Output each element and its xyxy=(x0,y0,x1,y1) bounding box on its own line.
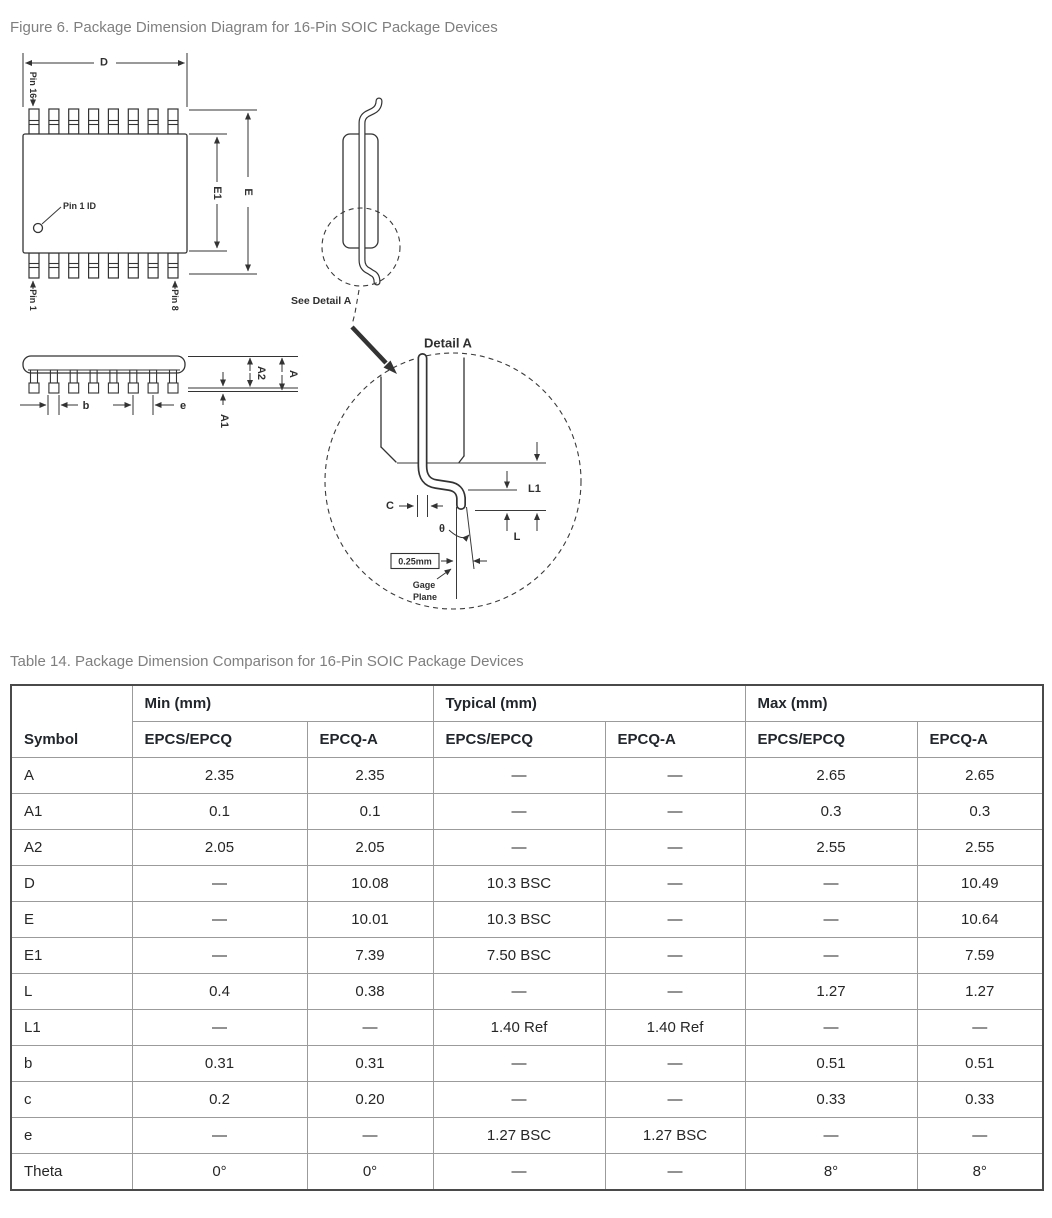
value-cell: — xyxy=(605,794,745,830)
typ-epcq-a-header: EPCQ-A xyxy=(605,722,745,758)
dim-d-label: D xyxy=(100,56,108,69)
min-epcs-epcq-header: EPCS/EPCQ xyxy=(132,722,307,758)
value-cell: — xyxy=(605,1082,745,1118)
value-cell: — xyxy=(745,902,917,938)
dim-e-pitch-label: e xyxy=(179,400,187,412)
value-cell: 2.35 xyxy=(307,758,433,794)
pin xyxy=(29,253,39,278)
pin xyxy=(29,383,39,393)
symbol-cell: A xyxy=(11,758,132,794)
value-cell: 0.33 xyxy=(917,1082,1043,1118)
value-cell: 10.01 xyxy=(307,902,433,938)
pin xyxy=(69,383,79,393)
pin xyxy=(128,109,138,134)
dim-a2-label: A2 xyxy=(255,365,267,381)
value-cell: 1.27 xyxy=(917,974,1043,1010)
side-view xyxy=(20,356,299,428)
value-cell: 2.05 xyxy=(307,830,433,866)
table-caption: Table 14. Package Dimension Comparison for 16-Pin SOIC Package Devices xyxy=(10,653,524,670)
see-detail-a-label: See Detail A xyxy=(291,295,352,307)
value-cell: 7.39 xyxy=(307,938,433,974)
value-cell: 2.65 xyxy=(917,758,1043,794)
value-cell: — xyxy=(433,1046,605,1082)
table-row xyxy=(11,1046,1043,1082)
value-cell: — xyxy=(745,938,917,974)
package-dimension-diagram xyxy=(10,45,1042,622)
value-cell: 8° xyxy=(745,1154,917,1191)
value-cell: — xyxy=(605,974,745,1010)
value-cell: 2.35 xyxy=(132,758,307,794)
max-epcs-epcq-header: EPCS/EPCQ xyxy=(745,722,917,758)
pin xyxy=(70,370,77,383)
pin xyxy=(168,383,178,393)
pin xyxy=(108,109,118,134)
pin xyxy=(50,370,57,383)
pin xyxy=(148,253,158,278)
pin xyxy=(128,383,138,393)
lead-profile xyxy=(362,101,379,282)
value-cell: 0° xyxy=(132,1154,307,1191)
pin1-id-dot xyxy=(34,224,43,233)
value-cell: 0° xyxy=(307,1154,433,1191)
table-row xyxy=(11,794,1043,830)
value-cell: 0.3 xyxy=(917,794,1043,830)
pin xyxy=(108,253,118,278)
pin xyxy=(89,383,99,393)
gage-offset-label: 0.25mm xyxy=(398,556,432,567)
pin xyxy=(148,383,158,393)
value-cell: — xyxy=(132,938,307,974)
symbol-cell: A2 xyxy=(11,830,132,866)
dim-e1-label: E1 xyxy=(211,186,223,200)
pin xyxy=(150,370,157,383)
value-cell: 1.40 Ref xyxy=(433,1010,605,1046)
table-row xyxy=(11,758,1043,794)
value-cell: 0.38 xyxy=(307,974,433,1010)
value-cell: 0.20 xyxy=(307,1082,433,1118)
pin xyxy=(128,253,138,278)
table-row xyxy=(11,1082,1043,1118)
package-pins-bottom xyxy=(29,253,178,278)
detail-a-view xyxy=(325,327,581,609)
header-group-row xyxy=(11,685,1043,722)
value-cell: — xyxy=(917,1010,1043,1046)
pin8-label: Pin 8 xyxy=(170,289,180,311)
value-cell: — xyxy=(605,938,745,974)
table-row xyxy=(11,1010,1043,1046)
value-cell: — xyxy=(745,1010,917,1046)
pin1-label: Pin 1 xyxy=(28,289,38,311)
value-cell: 0.51 xyxy=(745,1046,917,1082)
typical-group-header: Typical (mm) xyxy=(433,685,745,722)
dim-l-label: L xyxy=(513,531,521,543)
symbol-cell: L xyxy=(11,974,132,1010)
table-body xyxy=(11,758,1043,1191)
dim-l1-label: L1 xyxy=(528,483,541,495)
value-cell: — xyxy=(605,866,745,902)
value-cell: — xyxy=(605,1154,745,1191)
value-cell: 10.08 xyxy=(307,866,433,902)
value-cell: — xyxy=(745,866,917,902)
pin xyxy=(168,253,178,278)
value-cell: 0.33 xyxy=(745,1082,917,1118)
value-cell: 0.2 xyxy=(132,1082,307,1118)
value-cell: 0.51 xyxy=(917,1046,1043,1082)
value-cell: 2.65 xyxy=(745,758,917,794)
table-row xyxy=(11,1118,1043,1154)
value-cell: — xyxy=(307,1010,433,1046)
table-row xyxy=(11,830,1043,866)
pin xyxy=(69,253,79,278)
detail-a-circle xyxy=(325,353,581,609)
header-sub-row xyxy=(11,722,1043,758)
gage-plane-label-line1: Gage xyxy=(412,580,436,590)
dim-c-label: C xyxy=(386,500,394,512)
symbol-cell: Theta xyxy=(11,1154,132,1191)
pin xyxy=(29,109,39,134)
symbol-cell: b xyxy=(11,1046,132,1082)
value-cell: 7.59 xyxy=(917,938,1043,974)
table-row xyxy=(11,974,1043,1010)
figure-caption: Figure 6. Package Dimension Diagram for 16-Pin SOIC Package Devices xyxy=(10,19,498,36)
dim-e-label: E xyxy=(242,188,254,196)
value-cell: 1.27 BSC xyxy=(433,1118,605,1154)
value-cell: 10.64 xyxy=(917,902,1043,938)
value-cell: — xyxy=(433,974,605,1010)
package-pins-top xyxy=(29,109,178,134)
value-cell: — xyxy=(132,1118,307,1154)
dim-b-label: b xyxy=(82,400,90,412)
value-cell: — xyxy=(605,758,745,794)
pin xyxy=(168,109,178,134)
pin xyxy=(170,370,177,383)
max-epcq-a-header: EPCQ-A xyxy=(917,722,1043,758)
pin xyxy=(110,370,117,383)
symbol-cell: e xyxy=(11,1118,132,1154)
value-cell: 1.27 BSC xyxy=(605,1118,745,1154)
table-row xyxy=(11,938,1043,974)
symbol-cell: c xyxy=(11,1082,132,1118)
pin xyxy=(49,383,59,393)
value-cell: — xyxy=(605,830,745,866)
pin xyxy=(31,370,38,383)
gage-plane-label-line2: Plane xyxy=(412,592,438,602)
value-cell: — xyxy=(433,830,605,866)
table-row xyxy=(11,1154,1043,1191)
value-cell: 0.1 xyxy=(132,794,307,830)
table-row xyxy=(11,902,1043,938)
table-row xyxy=(11,866,1043,902)
dim-a1-label: A1 xyxy=(218,413,230,429)
pin xyxy=(89,109,99,134)
typ-epcs-epcq-header: EPCS/EPCQ xyxy=(433,722,605,758)
pin xyxy=(90,370,97,383)
detail-a-title: Detail A xyxy=(424,335,472,351)
symbol-cell: E xyxy=(11,902,132,938)
value-cell: — xyxy=(307,1118,433,1154)
pin xyxy=(49,109,59,134)
detail-pointer-arrow xyxy=(352,327,386,363)
pin xyxy=(130,370,137,383)
pin xyxy=(89,253,99,278)
pin xyxy=(108,383,118,393)
package-dimension-table xyxy=(10,684,1044,1191)
value-cell: 1.27 xyxy=(745,974,917,1010)
value-cell: 0.1 xyxy=(307,794,433,830)
figure-svg xyxy=(10,45,590,617)
symbol-cell: E1 xyxy=(11,938,132,974)
value-cell: — xyxy=(433,1082,605,1118)
value-cell: 0.31 xyxy=(307,1046,433,1082)
value-cell: 2.05 xyxy=(132,830,307,866)
dim-theta-label: θ xyxy=(439,523,445,535)
dim-a-label: A xyxy=(287,370,299,378)
top-view xyxy=(23,53,257,311)
value-cell: — xyxy=(433,758,605,794)
value-cell: — xyxy=(605,902,745,938)
value-cell: — xyxy=(433,1154,605,1191)
value-cell: — xyxy=(433,794,605,830)
value-cell: — xyxy=(132,1010,307,1046)
min-group-header: Min (mm) xyxy=(132,685,433,722)
value-cell: — xyxy=(132,902,307,938)
value-cell: 0.3 xyxy=(745,794,917,830)
value-cell: 10.3 BSC xyxy=(433,902,605,938)
value-cell: 1.40 Ref xyxy=(605,1010,745,1046)
value-cell: 10.49 xyxy=(917,866,1043,902)
value-cell: — xyxy=(917,1118,1043,1154)
pin xyxy=(148,109,158,134)
value-cell: 0.4 xyxy=(132,974,307,1010)
min-epcq-a-header: EPCQ-A xyxy=(307,722,433,758)
value-cell: 2.55 xyxy=(745,830,917,866)
value-cell: — xyxy=(605,1046,745,1082)
value-cell: 7.50 BSC xyxy=(433,938,605,974)
value-cell: 8° xyxy=(917,1154,1043,1191)
pin xyxy=(69,109,79,134)
symbol-cell: A1 xyxy=(11,794,132,830)
value-cell: — xyxy=(745,1118,917,1154)
end-view xyxy=(291,101,400,325)
symbol-column-header: Symbol xyxy=(11,685,132,758)
max-group-header: Max (mm) xyxy=(745,685,1043,722)
pin16-label: Pin 16 xyxy=(28,71,38,99)
pin xyxy=(49,253,59,278)
package-body-top-view xyxy=(23,134,187,253)
value-cell: — xyxy=(132,866,307,902)
value-cell: 2.55 xyxy=(917,830,1043,866)
symbol-cell: L1 xyxy=(11,1010,132,1046)
pin1-id-label: Pin 1 ID xyxy=(63,201,97,211)
value-cell: 10.3 BSC xyxy=(433,866,605,902)
value-cell: 0.31 xyxy=(132,1046,307,1082)
symbol-cell: D xyxy=(11,866,132,902)
